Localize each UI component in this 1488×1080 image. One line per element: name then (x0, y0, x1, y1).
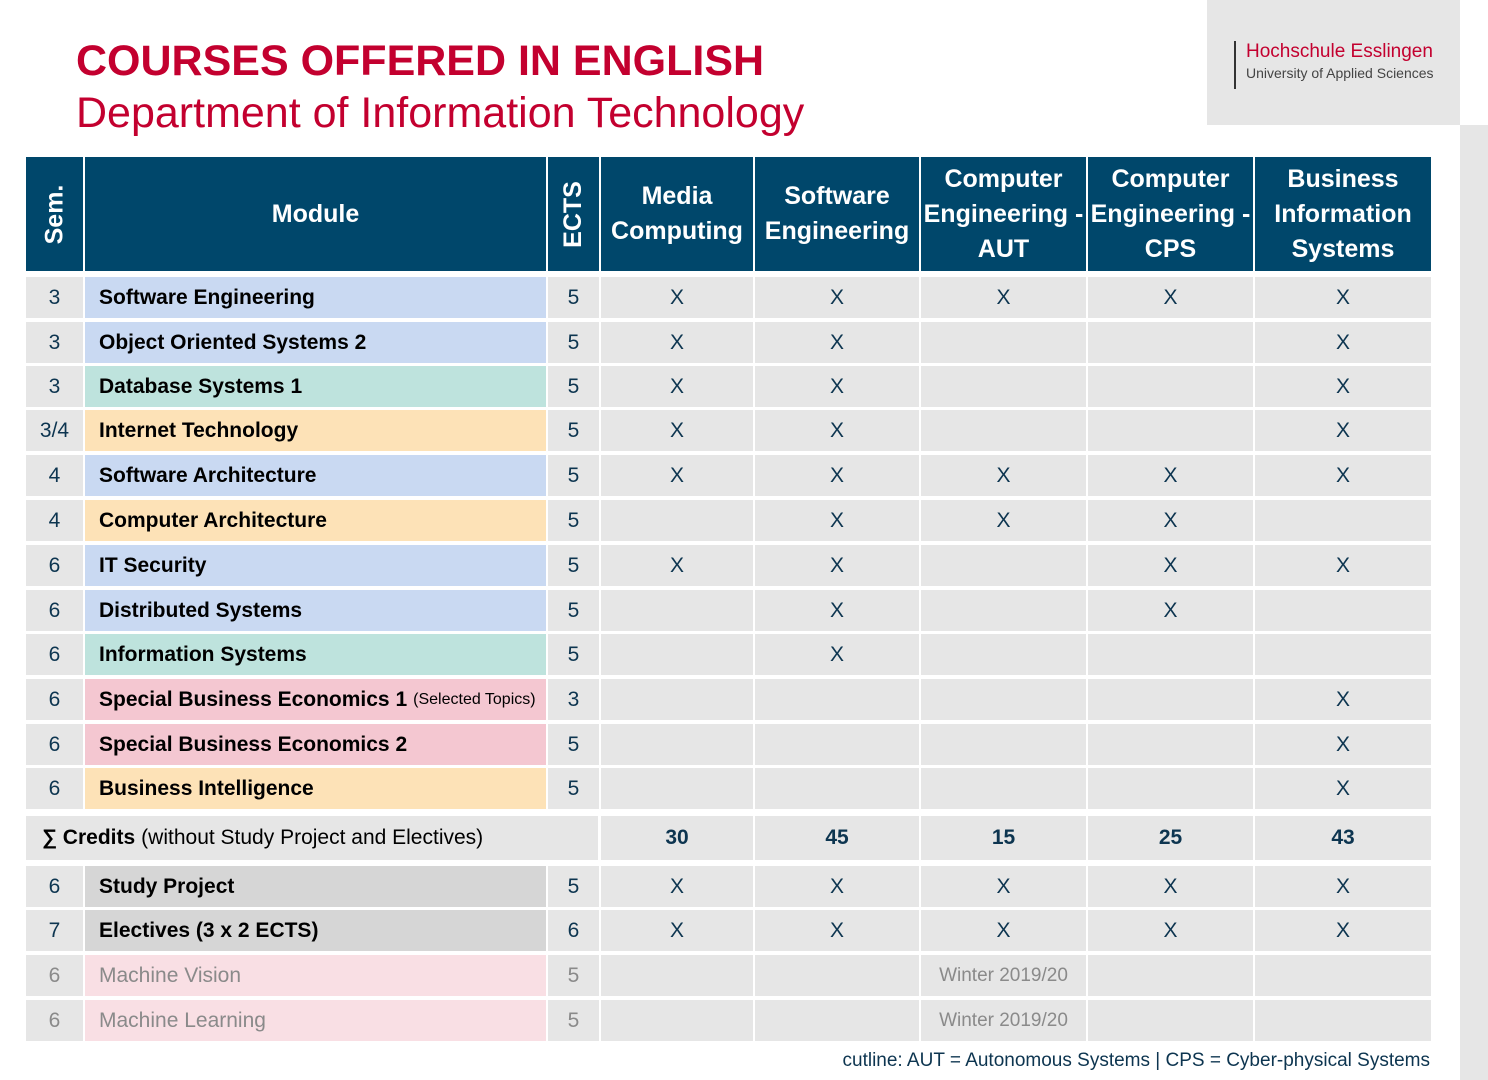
row-module (85, 679, 546, 720)
row-mark: X (1088, 500, 1253, 541)
row-mark: X (755, 410, 919, 451)
row-module: Electives (3 x 2 ECTS) (85, 910, 546, 951)
right-edge-gap (1460, 0, 1488, 125)
row-mark: X (601, 910, 753, 951)
row-mark (921, 366, 1086, 407)
university-logo (1234, 41, 1434, 89)
row-mark: X (1255, 545, 1431, 586)
row-mark: X (755, 277, 919, 318)
module-name: Software Architecture (99, 463, 317, 487)
row-mark: X (755, 634, 919, 675)
row-ects: 5 (548, 866, 599, 907)
row-mark: X (921, 455, 1086, 496)
row-mark (755, 1000, 919, 1041)
row-sem: 3/4 (26, 410, 83, 451)
module-name: Business Intelligence (99, 776, 314, 800)
row-mark: X (1255, 322, 1431, 363)
row-mark (921, 545, 1086, 586)
row-mark: X (755, 866, 919, 907)
row-mark: X (1088, 910, 1253, 951)
row-mark: X (1255, 866, 1431, 907)
row-sem: 4 (26, 500, 83, 541)
row-mark (921, 410, 1086, 451)
cutline-note: cutline: AUT = Autonomous Systems | CPS = Cyber-physical Systems (842, 1050, 1430, 1071)
module-name: Special Business Economics 1 (99, 687, 408, 711)
header-sem-label: Sem. (40, 184, 69, 244)
row-mark (755, 955, 919, 996)
row-mark: X (1255, 366, 1431, 407)
row-mark: X (601, 366, 753, 407)
row-module: Machine Learning (85, 1000, 546, 1041)
row-mark: X (1255, 910, 1431, 951)
row-module (85, 590, 546, 631)
row-mark: X (1255, 768, 1431, 809)
row-mark (921, 634, 1086, 675)
row-mark (1088, 366, 1253, 407)
row-mark: X (755, 910, 919, 951)
row-mark: X (601, 322, 753, 363)
row-mark (921, 590, 1086, 631)
module-note: (Selected Topics) (413, 690, 536, 708)
credits-value: 25 (1088, 816, 1253, 860)
row-mark (1255, 500, 1431, 541)
row-ects: 5 (548, 768, 599, 809)
header-sem (26, 157, 83, 271)
row-sem: 6 (26, 724, 83, 765)
row-sem: 6 (26, 590, 83, 631)
header-ects (548, 157, 599, 271)
header-program: Computer Engineering - CPS (1088, 157, 1253, 271)
row-sem: 6 (26, 768, 83, 809)
row-sem: 6 (26, 634, 83, 675)
logo-tagline: University of Applied Sciences (1246, 65, 1434, 81)
header-ects-label: ECTS (559, 180, 587, 248)
row-mark: X (601, 410, 753, 451)
page-title: COURSES OFFERED IN ENGLISH (76, 37, 765, 85)
row-ects: 5 (548, 724, 599, 765)
logo-name: Hochschule Esslingen (1246, 41, 1433, 62)
header-program: Business Information Systems (1255, 157, 1431, 271)
row-mark: X (921, 910, 1086, 951)
row-ects: 5 (548, 366, 599, 407)
credits-label-note: (without Study Project and Electives) (141, 826, 484, 849)
row-mark (601, 634, 753, 675)
row-mark (1088, 955, 1253, 996)
row-mark: X (755, 366, 919, 407)
row-sem: 3 (26, 277, 83, 318)
row-mark (1088, 679, 1253, 720)
row-sem: 3 (26, 322, 83, 363)
row-mark (601, 500, 753, 541)
row-mark: X (755, 455, 919, 496)
row-mark (601, 955, 753, 996)
row-module: Study Project (85, 866, 546, 907)
row-module (85, 500, 546, 541)
row-ects: 5 (548, 277, 599, 318)
row-mark: X (1255, 410, 1431, 451)
row-ects: 3 (548, 679, 599, 720)
row-mark (601, 768, 753, 809)
header-program: Computer Engineering - AUT (921, 157, 1086, 271)
row-mark: X (1088, 545, 1253, 586)
header-program: Software Engineering (755, 157, 919, 271)
right-edge-strip (1460, 0, 1488, 1080)
row-mark: X (921, 866, 1086, 907)
row-mark (921, 768, 1086, 809)
row-mark (1255, 634, 1431, 675)
row-ects: 5 (548, 455, 599, 496)
row-mark (601, 1000, 753, 1041)
row-mark: X (921, 277, 1086, 318)
row-mark: X (921, 500, 1086, 541)
module-name: Distributed Systems (99, 598, 303, 622)
row-mark (1088, 634, 1253, 675)
credits-value: 30 (601, 816, 753, 860)
row-ects: 6 (548, 910, 599, 951)
row-sem: 6 (26, 679, 83, 720)
row-sem: 6 (26, 866, 83, 907)
row-sem: 3 (26, 366, 83, 407)
row-ects: 5 (548, 634, 599, 675)
row-mark (755, 724, 919, 765)
header-module: Module (85, 157, 546, 271)
module-name: Software Engineering (99, 285, 315, 309)
row-mark (1088, 410, 1253, 451)
row-module: Machine Vision (85, 955, 546, 996)
row-mark: X (1255, 679, 1431, 720)
credits-value: 15 (921, 816, 1086, 860)
row-mark: X (1088, 866, 1253, 907)
row-module (85, 634, 546, 675)
row-module (85, 768, 546, 809)
module-name: Information Systems (99, 642, 307, 666)
row-mark: Winter 2019/20 (921, 1000, 1086, 1041)
row-mark (1255, 1000, 1431, 1041)
row-ects: 5 (548, 322, 599, 363)
row-ects: 5 (548, 1000, 599, 1041)
row-module (85, 724, 546, 765)
row-mark: X (755, 545, 919, 586)
row-sem: 6 (26, 955, 83, 996)
module-name: Computer Architecture (99, 508, 327, 532)
row-mark (1088, 768, 1253, 809)
module-name: Object Oriented Systems 2 (99, 330, 367, 354)
row-module (85, 455, 546, 496)
credits-label-bold: ∑ Credits (42, 826, 136, 849)
row-ects: 5 (548, 590, 599, 631)
row-mark (1088, 1000, 1253, 1041)
credits-value: 45 (755, 816, 919, 860)
module-name: Database Systems 1 (99, 374, 303, 398)
row-mark: X (1088, 455, 1253, 496)
row-sem: 7 (26, 910, 83, 951)
row-mark (601, 679, 753, 720)
credits-label (26, 816, 598, 860)
module-name: IT Security (99, 553, 207, 577)
row-sem: 6 (26, 545, 83, 586)
row-mark: X (1088, 590, 1253, 631)
row-mark (601, 590, 753, 631)
row-mark: X (755, 590, 919, 631)
row-mark (601, 724, 753, 765)
row-mark: X (1255, 455, 1431, 496)
row-mark: Winter 2019/20 (921, 955, 1086, 996)
row-mark (1255, 955, 1431, 996)
page-subtitle: Department of Information Technology (76, 89, 805, 137)
row-module (85, 545, 546, 586)
row-mark: X (601, 277, 753, 318)
row-ects: 5 (548, 545, 599, 586)
row-mark: X (755, 322, 919, 363)
row-ects: 5 (548, 955, 599, 996)
row-mark: X (601, 455, 753, 496)
row-ects: 5 (548, 500, 599, 541)
row-mark: X (601, 545, 753, 586)
row-mark: X (1255, 277, 1431, 318)
row-mark: X (755, 500, 919, 541)
row-mark (755, 679, 919, 720)
module-name: Internet Technology (99, 418, 299, 442)
row-mark (1255, 590, 1431, 631)
row-mark (921, 322, 1086, 363)
row-module (85, 410, 546, 451)
row-mark: X (601, 866, 753, 907)
header-program: Media Computing (601, 157, 753, 271)
row-mark: X (1255, 724, 1431, 765)
row-sem: 4 (26, 455, 83, 496)
row-mark (755, 768, 919, 809)
row-module (85, 277, 546, 318)
row-module (85, 366, 546, 407)
row-ects: 5 (548, 410, 599, 451)
row-mark: X (1088, 277, 1253, 318)
row-mark (921, 724, 1086, 765)
row-mark (1088, 724, 1253, 765)
row-sem: 6 (26, 1000, 83, 1041)
row-mark (921, 679, 1086, 720)
module-name: Special Business Economics 2 (99, 732, 408, 756)
credits-value: 43 (1255, 816, 1431, 860)
row-module (85, 322, 546, 363)
row-mark (1088, 322, 1253, 363)
